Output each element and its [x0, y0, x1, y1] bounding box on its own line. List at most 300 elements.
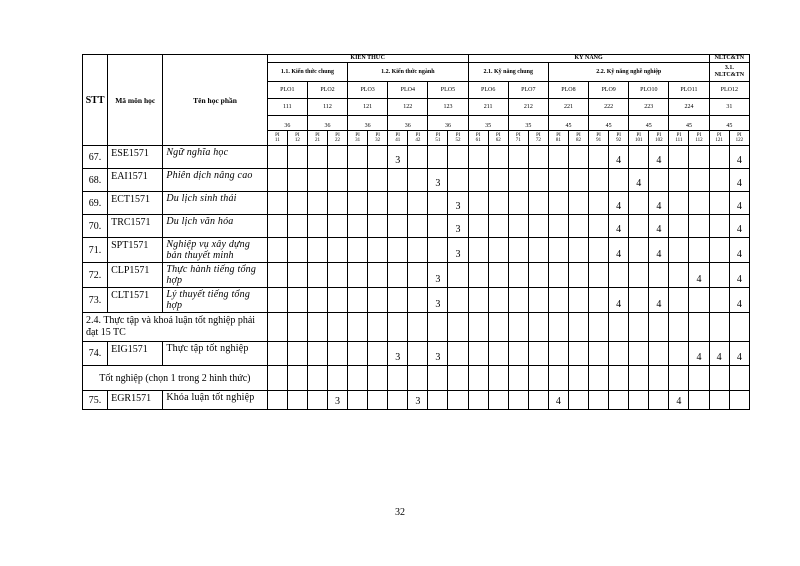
pi-number: 11: [274, 138, 280, 143]
row-value: [448, 391, 468, 410]
pi-label: PI: [596, 132, 601, 138]
header-pi: [327, 131, 347, 146]
header-pi: [589, 131, 609, 146]
row-value: 4: [649, 238, 669, 263]
row-value: 3: [428, 169, 448, 192]
header-course-name: Tên học phần: [163, 55, 267, 146]
row-value: [669, 169, 689, 192]
row-value: [729, 313, 749, 342]
row-course-name: Lý thuyết tiếng tổng hợp: [163, 288, 267, 313]
row-value: 4: [729, 192, 749, 215]
row-value: [528, 146, 548, 169]
row-value: [709, 366, 729, 391]
row-value: [508, 192, 528, 215]
row-value: [287, 263, 307, 288]
row-value: [368, 192, 388, 215]
row-value: [649, 169, 669, 192]
table-row: [83, 288, 750, 313]
header-plo-code: 112: [307, 99, 347, 116]
row-value: [267, 342, 287, 366]
pi-label: PI: [656, 132, 662, 138]
pi-number: 101: [634, 138, 643, 143]
row-value: [609, 313, 629, 342]
pi-label: PI: [355, 132, 360, 138]
header-pi: [548, 131, 568, 146]
row-value: 4: [729, 288, 749, 313]
row-value: [408, 238, 428, 263]
header-plo-weight: 35: [508, 116, 548, 131]
row-value: [609, 342, 629, 366]
row-value: [649, 313, 669, 342]
row-value: [348, 366, 368, 391]
row-value: [428, 391, 448, 410]
header-plo-code: 212: [508, 99, 548, 116]
table-row: [83, 192, 750, 215]
row-value: [428, 192, 448, 215]
row-value: [689, 192, 709, 215]
pi-number: 92: [616, 138, 622, 143]
header-pi: [669, 131, 689, 146]
row-value: [508, 366, 528, 391]
row-value: [307, 288, 327, 313]
row-value: [408, 313, 428, 342]
row-value: [709, 313, 729, 342]
row-value: [669, 342, 689, 366]
pi-label: PI: [737, 132, 742, 138]
row-value: [348, 192, 368, 215]
row-value: [669, 313, 689, 342]
row-value: 4: [689, 263, 709, 288]
row-value: [368, 288, 388, 313]
row-value: [267, 169, 287, 192]
row-value: [709, 263, 729, 288]
row-value: [327, 146, 347, 169]
row-value: 4: [729, 169, 749, 192]
section-internship: 2.4. Thực tập và khoá luận tốt nghiệp phải đạt 15 TC: [83, 313, 268, 342]
row-value: [448, 366, 468, 391]
row-value: [408, 192, 428, 215]
row-value: [267, 215, 287, 238]
row-value: [468, 366, 488, 391]
header-plo: PLO4: [388, 82, 428, 99]
row-value: [709, 215, 729, 238]
header-plo-weight: 45: [589, 116, 629, 131]
header-plo-code: 111: [267, 99, 307, 116]
row-value: [348, 391, 368, 410]
pi-number: 32: [375, 138, 381, 143]
pi-number: 71: [515, 138, 521, 143]
row-value: [488, 288, 508, 313]
row-value: [629, 391, 649, 410]
table-row: [83, 146, 750, 169]
row-value: [408, 263, 428, 288]
row-value: [689, 366, 709, 391]
row-value: [348, 288, 368, 313]
header-plo: PLO9: [589, 82, 629, 99]
header-pi: [568, 131, 588, 146]
row-value: 4: [669, 391, 689, 410]
header-pi: [368, 131, 388, 146]
pi-label: PI: [556, 132, 561, 138]
row-value: [589, 192, 609, 215]
row-value: [629, 146, 649, 169]
row-value: [548, 146, 568, 169]
header-stt: STT: [83, 55, 108, 146]
pi-number: 111: [675, 138, 683, 143]
row-value: [468, 263, 488, 288]
row-value: [589, 169, 609, 192]
pi-number: 112: [695, 138, 703, 143]
row-value: [408, 288, 428, 313]
row-value: [408, 169, 428, 192]
row-value: 4: [609, 238, 629, 263]
row-value: [548, 366, 568, 391]
row-value: [287, 146, 307, 169]
row-value: [709, 288, 729, 313]
pi-label: PI: [516, 132, 521, 138]
row-value: [568, 146, 588, 169]
row-value: 4: [609, 192, 629, 215]
row-value: [388, 313, 408, 342]
pi-label: PI: [616, 132, 621, 138]
row-value: [669, 192, 689, 215]
row-value: 4: [649, 288, 669, 313]
row-value: [327, 192, 347, 215]
row-value: [307, 146, 327, 169]
header-plo-code: 224: [669, 99, 709, 116]
row-value: [568, 366, 588, 391]
row-stt: 68.: [83, 169, 108, 192]
row-value: [709, 146, 729, 169]
row-value: 4: [609, 146, 629, 169]
pi-label: PI: [415, 132, 421, 138]
row-value: [729, 366, 749, 391]
row-value: [307, 313, 327, 342]
row-value: [327, 288, 347, 313]
row-value: [488, 366, 508, 391]
row-value: [548, 288, 568, 313]
row-value: [307, 215, 327, 238]
row-value: [508, 146, 528, 169]
row-value: [307, 366, 327, 391]
row-value: 3: [428, 263, 448, 288]
row-value: [689, 215, 709, 238]
row-value: [267, 238, 287, 263]
row-value: [508, 288, 528, 313]
row-course-name: Ngữ nghĩa học: [163, 146, 267, 169]
row-value: [287, 391, 307, 410]
row-value: [649, 342, 669, 366]
row-value: [689, 391, 709, 410]
header-plo-weight: 45: [709, 116, 749, 131]
row-value: [428, 215, 448, 238]
pi-number: 41: [395, 138, 401, 143]
row-course-code: ESE1571: [108, 146, 163, 169]
header-plo: PLO11: [669, 82, 709, 99]
pi-number: 61: [475, 138, 481, 143]
header-course-code: Mã môn học: [108, 55, 163, 146]
row-value: 4: [649, 215, 669, 238]
row-value: [368, 366, 388, 391]
row-value: [327, 342, 347, 366]
row-value: [669, 366, 689, 391]
row-value: [428, 146, 448, 169]
row-value: [649, 391, 669, 410]
row-value: [348, 215, 368, 238]
row-value: [548, 263, 568, 288]
row-value: [307, 342, 327, 366]
row-value: [649, 263, 669, 288]
pi-label: PI: [475, 132, 481, 138]
pi-number: 31: [355, 138, 361, 143]
row-value: [528, 263, 548, 288]
row-value: [287, 169, 307, 192]
table-row: [83, 342, 750, 366]
header-plo-weight: 45: [629, 116, 669, 131]
row-value: 4: [709, 342, 729, 366]
row-value: [348, 146, 368, 169]
row-course-code: EGR1571: [108, 391, 163, 410]
row-value: [609, 391, 629, 410]
row-value: [568, 169, 588, 192]
header-plo-weight: 36: [348, 116, 388, 131]
pi-label: PI: [495, 132, 501, 138]
row-value: [388, 192, 408, 215]
header-subgroup: 2.2. Kỹ năng nghề nghiệp: [548, 63, 709, 82]
row-value: 3: [428, 288, 448, 313]
header-plo: PLO3: [348, 82, 388, 99]
row-value: [448, 146, 468, 169]
pi-label: PI: [696, 132, 702, 138]
row-value: [287, 192, 307, 215]
row-value: [428, 366, 448, 391]
header-subgroup: 3.1. NLTC&TN: [709, 63, 749, 82]
row-value: [669, 146, 689, 169]
row-value: [548, 169, 568, 192]
row-value: [528, 215, 548, 238]
row-value: [348, 169, 368, 192]
row-value: 4: [729, 238, 749, 263]
pi-number: 102: [655, 138, 663, 143]
row-value: [508, 313, 528, 342]
header-plo-weight: 36: [428, 116, 468, 131]
row-value: [287, 366, 307, 391]
row-course-code: EIG1571: [108, 342, 163, 366]
row-value: [629, 215, 649, 238]
pi-label: PI: [295, 132, 300, 138]
row-value: [669, 288, 689, 313]
row-value: [528, 366, 548, 391]
row-value: [508, 238, 528, 263]
row-value: [267, 366, 287, 391]
row-value: 3: [448, 215, 468, 238]
table-row: [83, 169, 750, 192]
table-row: [83, 238, 750, 263]
row-value: [629, 313, 649, 342]
row-value: [448, 342, 468, 366]
row-value: [388, 391, 408, 410]
header-pi: [609, 131, 629, 146]
header-nltc: NLTC&TN: [709, 55, 749, 63]
row-stt: 74.: [83, 342, 108, 366]
header-pi: [709, 131, 729, 146]
pi-label: PI: [716, 132, 722, 138]
row-course-code: EAI1571: [108, 169, 163, 192]
row-value: 3: [448, 192, 468, 215]
header-subgroup: 1.1. Kiến thức chung: [267, 63, 347, 82]
row-value: [568, 342, 588, 366]
header-plo-code: 223: [629, 99, 669, 116]
row-value: 4: [729, 146, 749, 169]
row-value: [408, 215, 428, 238]
header-plo-code: 121: [348, 99, 388, 116]
row-value: [468, 342, 488, 366]
row-value: [488, 238, 508, 263]
header-pi: [508, 131, 528, 146]
row-value: [408, 366, 428, 391]
header-plo-weight: 45: [548, 116, 588, 131]
row-value: 4: [689, 342, 709, 366]
row-course-name: Phiên dịch nâng cao: [163, 169, 267, 192]
pi-label: PI: [315, 132, 320, 138]
row-value: [488, 342, 508, 366]
row-value: [528, 169, 548, 192]
header-subgroup: 1.2. Kiến thức ngành: [348, 63, 469, 82]
header-plo: PLO8: [548, 82, 588, 99]
row-value: [287, 313, 307, 342]
header-knowledge: KIẾN THỨC: [267, 55, 468, 63]
row-value: [669, 215, 689, 238]
row-value: [327, 215, 347, 238]
row-value: [508, 263, 528, 288]
row-stt: 70.: [83, 215, 108, 238]
row-value: [589, 391, 609, 410]
row-value: [368, 215, 388, 238]
row-value: [709, 238, 729, 263]
row-value: [488, 169, 508, 192]
row-value: [287, 342, 307, 366]
row-value: [267, 263, 287, 288]
header-plo-weight: 35: [468, 116, 508, 131]
row-value: [267, 313, 287, 342]
row-value: [348, 238, 368, 263]
row-value: [508, 391, 528, 410]
row-value: [528, 192, 548, 215]
row-value: [629, 342, 649, 366]
header-plo-weight: 36: [307, 116, 347, 131]
pi-number: 81: [555, 138, 561, 143]
row-value: 4: [729, 342, 749, 366]
row-value: 4: [609, 288, 629, 313]
header-pi: [629, 131, 649, 146]
pi-number: 122: [735, 138, 744, 143]
pi-number: 121: [715, 138, 723, 143]
row-value: 4: [629, 169, 649, 192]
row-value: [307, 238, 327, 263]
row-value: 4: [729, 263, 749, 288]
row-value: [348, 313, 368, 342]
pi-label: PI: [375, 132, 380, 138]
row-value: [568, 391, 588, 410]
row-value: [408, 342, 428, 366]
pi-number: 72: [535, 138, 541, 143]
header-plo: PLO2: [307, 82, 347, 99]
row-value: [488, 192, 508, 215]
pi-label: PI: [576, 132, 581, 138]
row-value: [368, 146, 388, 169]
header-plo-weight: 45: [669, 116, 709, 131]
header-plo-weight: 36: [267, 116, 307, 131]
header-pi: [689, 131, 709, 146]
row-value: [287, 238, 307, 263]
row-value: [568, 192, 588, 215]
header-plo-code: 211: [468, 99, 508, 116]
row-value: 3: [388, 146, 408, 169]
page-number: 32: [395, 507, 405, 518]
row-value: [368, 342, 388, 366]
pi-number: 82: [576, 138, 581, 143]
row-value: [348, 263, 368, 288]
row-course-name: Nghiệp vụ xây dựng bản thuyết minh: [163, 238, 267, 263]
header-pi: [348, 131, 368, 146]
row-value: [649, 366, 669, 391]
row-stt: 71.: [83, 238, 108, 263]
pi-number: 12: [294, 138, 300, 143]
pi-number: 21: [314, 138, 320, 143]
header-pi: [307, 131, 327, 146]
row-value: [388, 263, 408, 288]
pi-label: PI: [335, 132, 340, 138]
row-value: [669, 263, 689, 288]
row-value: [709, 192, 729, 215]
header-plo: PLO7: [508, 82, 548, 99]
pi-number: 91: [596, 138, 602, 143]
pi-label: PI: [275, 132, 280, 138]
pi-number: 52: [455, 138, 461, 143]
row-value: [267, 192, 287, 215]
row-value: [568, 313, 588, 342]
row-value: [368, 169, 388, 192]
header-subgroup: 2.1. Kỹ năng chung: [468, 63, 548, 82]
header-pi: [448, 131, 468, 146]
row-value: [448, 288, 468, 313]
row-value: [689, 146, 709, 169]
row-value: [287, 215, 307, 238]
row-value: 4: [649, 146, 669, 169]
row-value: [348, 342, 368, 366]
row-course-code: SPT1571: [108, 238, 163, 263]
row-value: [528, 342, 548, 366]
header-plo: PLO10: [629, 82, 669, 99]
row-value: [589, 313, 609, 342]
row-value: [548, 238, 568, 263]
row-course-code: ECT1571: [108, 192, 163, 215]
row-value: 3: [388, 342, 408, 366]
row-stt: 69.: [83, 192, 108, 215]
row-value: [428, 238, 448, 263]
header-pi: [287, 131, 307, 146]
row-value: [528, 288, 548, 313]
row-value: [568, 288, 588, 313]
row-value: [307, 192, 327, 215]
curriculum-matrix-table: [82, 54, 750, 410]
row-course-code: CLT1571: [108, 288, 163, 313]
row-value: [629, 263, 649, 288]
row-value: [468, 313, 488, 342]
row-value: [568, 263, 588, 288]
row-value: [327, 313, 347, 342]
header-plo-code: 122: [388, 99, 428, 116]
